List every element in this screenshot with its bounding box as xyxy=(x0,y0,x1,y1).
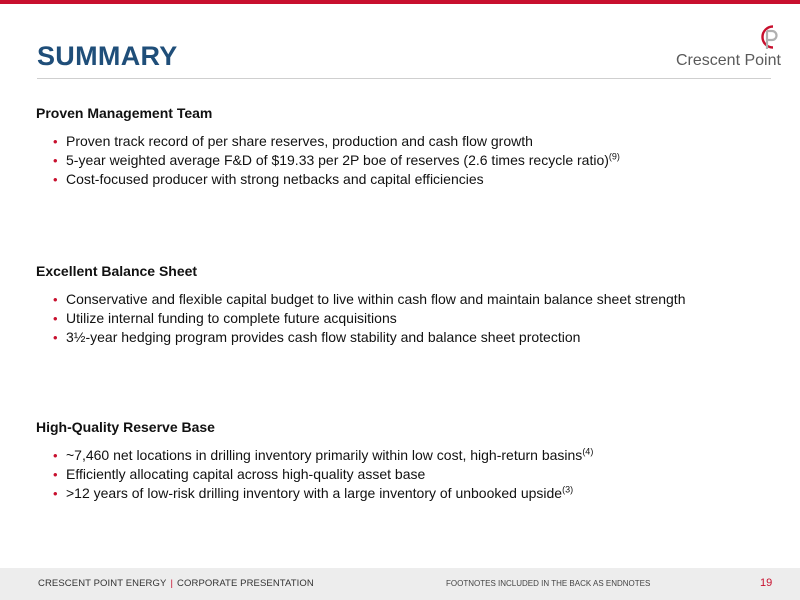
logo-text: Crescent Point xyxy=(676,52,781,69)
footer-endnotes-note: FOOTNOTES INCLUDED IN THE BACK AS ENDNOTES xyxy=(446,579,651,588)
bullet-dot-icon: • xyxy=(53,467,58,482)
bullet-text: >12 years of low-risk drilling inventory with a large inventory of unbooked upside xyxy=(66,485,563,501)
bullet-dot-icon: • xyxy=(53,311,58,326)
footer-company: CRESCENT POINT ENERGY xyxy=(38,578,167,589)
bullet-text: Efficiently allocating capital across high-quality asset base xyxy=(66,466,426,482)
section-heading: High-Quality Reserve Base xyxy=(36,419,215,435)
footer-company-line xyxy=(38,578,314,589)
footer-document: CORPORATE PRESENTATION xyxy=(177,578,314,589)
footnote-ref: (3) xyxy=(562,484,574,495)
bullet-list xyxy=(36,132,776,189)
bullet-item xyxy=(36,290,776,309)
bullet-dot-icon: • xyxy=(53,172,58,187)
bullet-list xyxy=(36,446,776,503)
bullet-dot-icon: • xyxy=(53,330,58,345)
title-divider xyxy=(37,78,771,79)
bullet-item xyxy=(36,465,776,484)
page-number: 19 xyxy=(760,577,773,589)
section-proven-management-team xyxy=(36,105,776,189)
section-heading: Excellent Balance Sheet xyxy=(36,263,198,279)
logo-mark-icon xyxy=(754,22,784,52)
company-logo xyxy=(672,22,792,72)
footer-bar xyxy=(0,568,800,600)
bullet-text: 3½-year hedging program provides cash flow stability and balance sheet protection xyxy=(66,329,581,345)
page-title: SUMMARY xyxy=(37,41,178,71)
bullet-dot-icon: • xyxy=(53,153,58,168)
bullet-text: Cost-focused producer with strong netbacks and capital efficiencies xyxy=(66,171,484,187)
bullet-text: Utilize internal funding to complete future acquisitions xyxy=(66,310,397,326)
bullet-text: 5-year weighted average F&D of $19.33 per 2P boe of reserves (2.6 times recycle ratio) xyxy=(66,152,609,168)
bullet-item xyxy=(36,170,776,189)
section-high-quality-reserve-base xyxy=(36,419,776,503)
footnote-ref: (4) xyxy=(582,446,594,457)
bullet-item xyxy=(36,309,776,328)
bullet-item xyxy=(36,446,776,465)
bullet-item xyxy=(36,328,776,347)
bullet-item xyxy=(36,151,776,170)
section-heading: Proven Management Team xyxy=(36,105,213,121)
bullet-item xyxy=(36,132,776,151)
bullet-text: Proven track record of per share reserves, production and cash flow growth xyxy=(66,133,533,149)
bullet-list xyxy=(36,290,776,347)
top-accent-bar xyxy=(0,0,800,4)
bullet-dot-icon: • xyxy=(53,486,58,501)
bullet-text: Conservative and flexible capital budget to live within cash flow and maintain balance sheet strength xyxy=(66,291,686,307)
footer-separator: | xyxy=(170,578,174,589)
bullet-dot-icon: • xyxy=(53,448,58,463)
bullet-dot-icon: • xyxy=(53,134,58,149)
bullet-item xyxy=(36,484,776,503)
bullet-dot-icon: • xyxy=(53,292,58,307)
footnote-ref: (9) xyxy=(608,151,620,162)
section-excellent-balance-sheet xyxy=(36,263,776,347)
bullet-text: ~7,460 net locations in drilling inventory primarily within low cost, high-return basins xyxy=(66,447,583,463)
